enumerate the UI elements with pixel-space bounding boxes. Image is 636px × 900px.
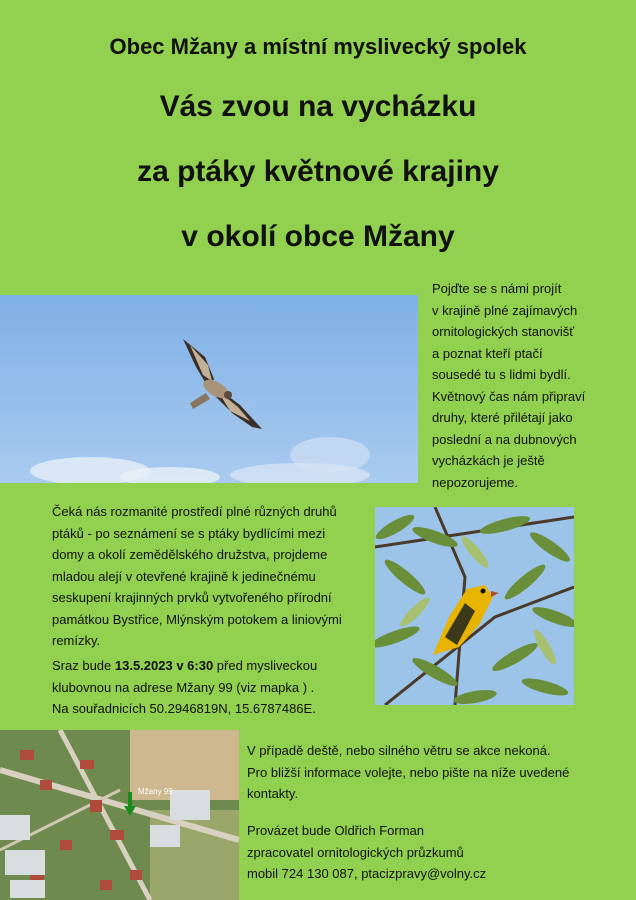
text-line: nepozorujeme. — [432, 474, 518, 490]
text-line: Pojďte se s námi projít — [432, 281, 562, 296]
meeting-line-3: Na souřadnicích 50.2946819N, 15.6787486E. — [52, 701, 316, 716]
text-line: kontakty. — [247, 786, 299, 801]
guide-role: zpracovatel ornitologických průzkumů — [247, 844, 464, 860]
guide-name: Provázet bude Oldřich Forman — [247, 823, 425, 838]
text-line: Čeká nás rozmanité prostředí plné různých druhů — [52, 504, 337, 519]
text-run: před mysliveckou — [213, 658, 318, 673]
meeting-paragraph — [52, 655, 367, 720]
title-line-3: v okolí obce Mžany — [181, 220, 455, 253]
guide-contact — [247, 820, 547, 885]
weather-paragraph — [247, 740, 617, 805]
text-line: Květnový čas nám připraví — [432, 388, 586, 404]
text-line: V případě deště, nebo silného větru se akce nekoná. — [247, 743, 551, 758]
text-line: domy a okolí zemědělského družstva, projdeme — [52, 547, 328, 562]
harrier-photo — [0, 295, 418, 483]
text-line: vycházkách je ještě — [432, 453, 545, 468]
oriole-photo — [375, 507, 574, 705]
text-line: mladou alejí v otevřené krajině k jedinečnému — [52, 568, 316, 584]
text-line: ornitologických stanovišť — [432, 324, 575, 339]
title-line-1: Vás zvou na vycházku — [159, 90, 477, 123]
location-map — [0, 730, 239, 900]
text-line: a poznat kteří ptačí — [432, 345, 543, 361]
text-line: památkou Bystřice, Mlýnským potokem a liniovými — [52, 611, 342, 627]
text-line: ptáků - po seznámení se s ptáky bydlícími mezi — [52, 525, 326, 541]
meeting-datetime: 13.5.2023 v 6:30 — [114, 658, 214, 673]
map-label: Mžany 99 — [138, 787, 173, 796]
text-line: druhy, které přilétají jako — [432, 410, 573, 425]
text-line: sousedé tu s lidmi bydlí. — [432, 367, 571, 382]
header-organizer: Obec Mžany a místní myslivecký spolek — [109, 34, 527, 59]
text-line: seskupení krajinných prvků vytvořeného přírodní — [52, 590, 332, 605]
meeting-line-2: klubovnou na adrese Mžany 99 (viz mapka ) . — [52, 679, 315, 695]
title-line-2: za ptáky květnové krajiny — [137, 155, 499, 188]
meeting-line-1 — [52, 655, 367, 677]
guide-phone-email: mobil 724 130 087, ptacizpravy@volny.cz — [247, 866, 487, 881]
text-run: Sraz bude — [52, 658, 115, 673]
text-line: poslední a na dubnových — [432, 431, 577, 447]
text-line: remízky. — [52, 633, 101, 648]
route-paragraph — [52, 501, 367, 652]
text-line: Pro bližší informace volejte, nebo pište na níže uvedené — [247, 764, 570, 780]
intro-paragraph — [432, 278, 622, 493]
text-line: v krajině plné zajímavých — [432, 302, 578, 318]
